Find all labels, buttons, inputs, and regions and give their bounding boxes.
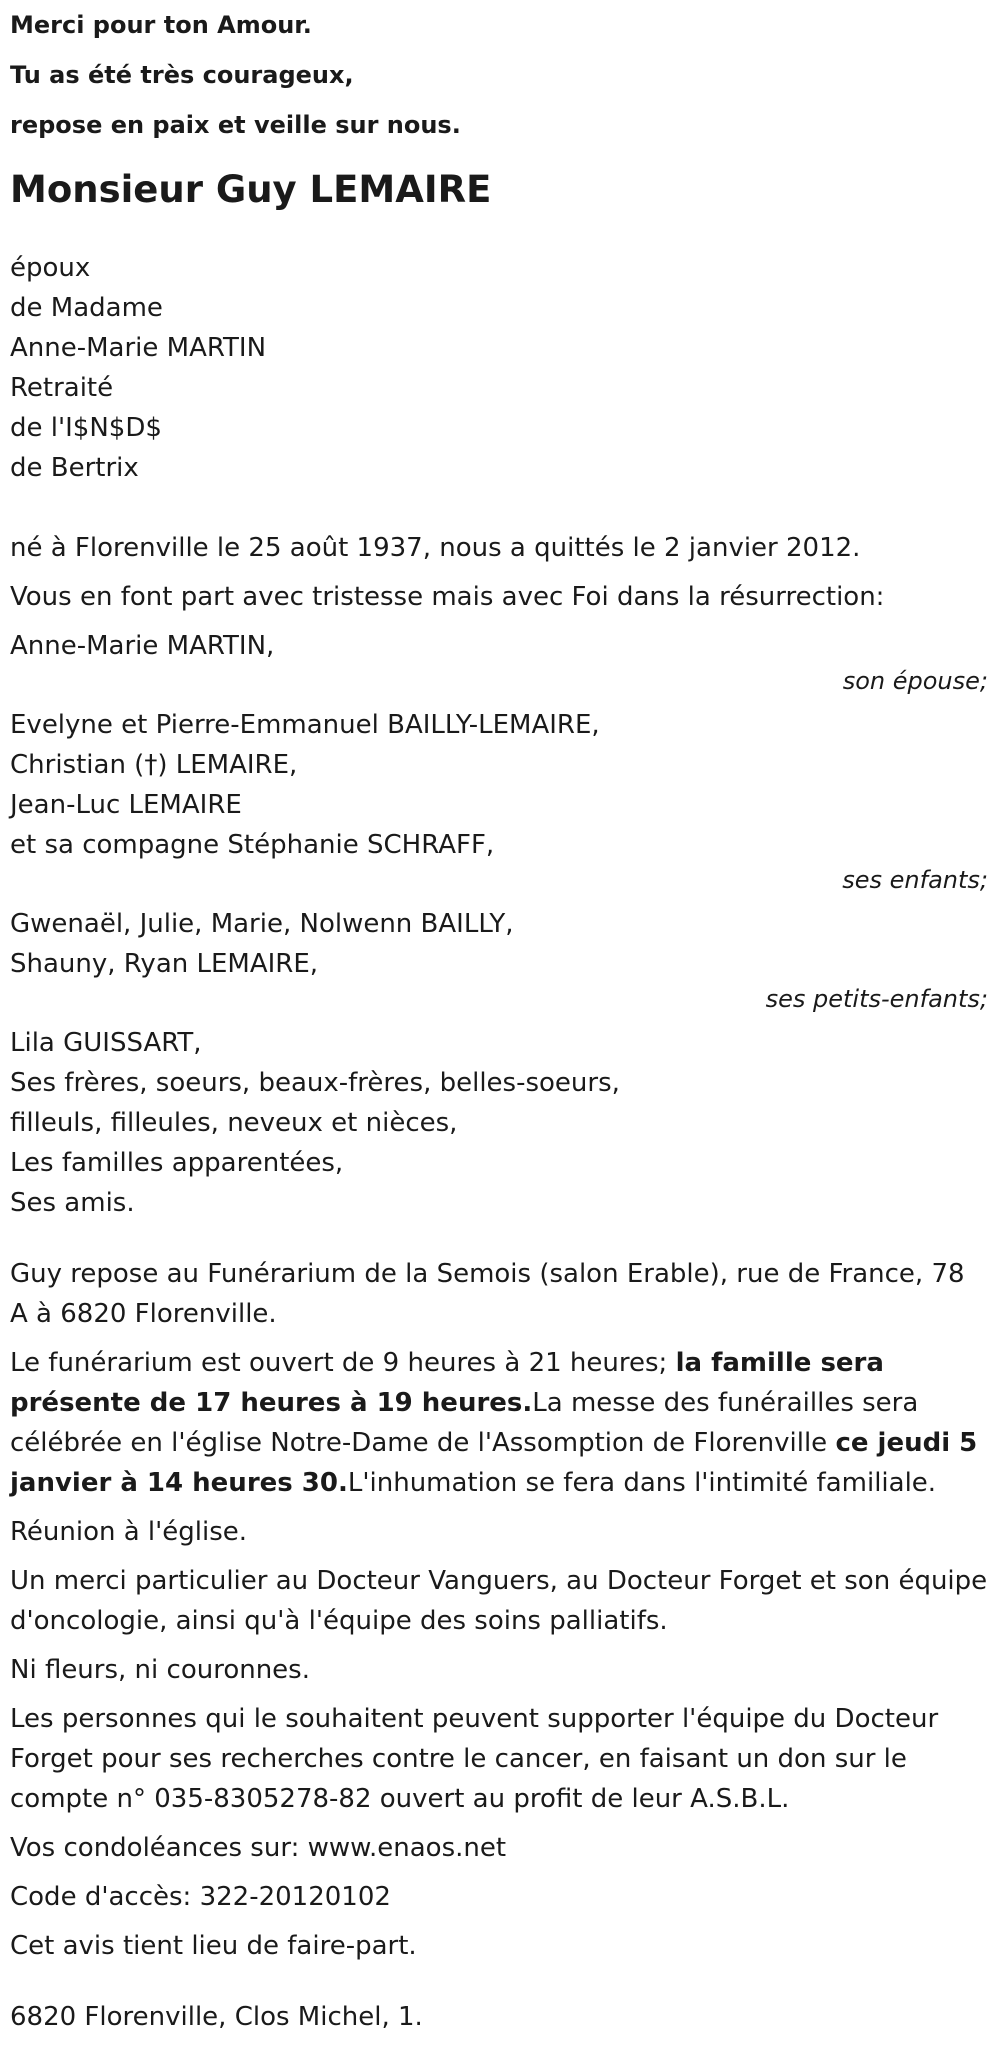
deceased-name: Monsieur Guy LEMAIRE — [10, 168, 492, 211]
family-presence: la famille sera présente de 17 heures à 19 heures. — [10, 1348, 884, 1418]
hours-and-mass — [10, 1343, 990, 1503]
relative-line: Ses amis. — [10, 1188, 135, 1218]
reunion-line: Réunion à l'église. — [10, 1517, 248, 1547]
rest-location: Guy repose au Funérarium de la Semois (salon Erable), rue de France, 78 A à 6820 Florenville. — [10, 1259, 965, 1329]
spouse-line: époux — [10, 253, 91, 283]
family-line: Evelyne et Pierre-Emmanuel BAILLY-LEMAIRE, — [10, 710, 600, 740]
family-line: Gwenaël, Julie, Marie, Nolwenn BAILLY, — [10, 909, 514, 939]
mass-text: La messe des funérailles sera célébrée en l'église Notre-Dame de l'Assomption de Florenville — [10, 1388, 919, 1458]
access-code-line: Code d'accès: 322-20120102 — [10, 1882, 391, 1912]
spouse-line: Retraité — [10, 373, 114, 403]
family-group-spouse — [10, 626, 990, 696]
family-group-grandchildren — [10, 904, 990, 1014]
intro-line: repose en paix et veille sur nous. — [10, 111, 461, 139]
other-relatives — [10, 1023, 990, 1223]
intro-line: Merci pour ton Amour. — [10, 11, 312, 39]
spouse-line: de Bertrix — [10, 453, 139, 483]
burial-text: L'inhumation se fera dans l'intimité familiale. — [347, 1468, 937, 1498]
announcement-line: Vous en font part avec tristesse mais avec Foi dans la résurrection: — [10, 582, 885, 612]
hours-text: Le funérarium est ouvert de 9 heures à 21 heures; — [10, 1348, 676, 1378]
relative-line: filleuls, filleules, neveux et nièces, — [10, 1108, 458, 1138]
spouse-line: de l'I$N$D$ — [10, 413, 162, 443]
spouse-info — [10, 248, 990, 488]
birth-death-line: né à Florenville le 25 août 1937, nous a quittés le 2 janvier 2012. — [10, 533, 861, 563]
family-line: et sa compagne Stéphanie SCHRAFF, — [10, 830, 495, 860]
thanks-paragraph: Un merci particulier au Docteur Vanguers, au Docteur Forget et son équipe d'oncologie, ainsi qu'à l'équipe des soins palliatifs. — [10, 1566, 988, 1636]
spouse-line: de Madame — [10, 293, 163, 323]
address-line: 6820 Florenville, Clos Michel, 1. — [10, 2002, 423, 2032]
family-group-children — [10, 705, 990, 895]
spouse-line: Anne-Marie MARTIN — [10, 333, 267, 363]
mass-date: ce jeudi 5 janvier à 14 heures 30. — [10, 1428, 978, 1498]
relative-line: Les familles apparentées, — [10, 1148, 344, 1178]
intro-text — [10, 0, 990, 150]
donation-paragraph: Les personnes qui le souhaitent peuvent supporter l'équipe du Docteur Forget pour ses recherches contre le cancer, en faisant un don sur le compte n° 035-8305278-82 ouvert au profit de leur A.S.B.L. — [10, 1704, 939, 1814]
condolences-line: Vos condoléances sur: www.enaos.net — [10, 1833, 507, 1863]
notice-line: Cet avis tient lieu de faire-part. — [10, 1931, 417, 1961]
family-line: Shauny, Ryan LEMAIRE, — [10, 949, 319, 979]
relative-line: Lila GUISSART, — [10, 1028, 202, 1058]
family-line: Anne-Marie MARTIN, — [10, 631, 275, 661]
relative-line: Ses frères, soeurs, beaux-frères, belles-soeurs, — [10, 1068, 620, 1098]
family-line: Jean-Luc LEMAIRE — [10, 790, 242, 820]
family-role: ses enfants; — [842, 866, 988, 894]
intro-line: Tu as été très courageux, — [10, 61, 354, 89]
family-role: ses petits-enfants; — [765, 985, 988, 1013]
family-line: Christian (†) LEMAIRE, — [10, 750, 298, 780]
flowers-line: Ni fleurs, ni couronnes. — [10, 1655, 310, 1685]
family-role: son épouse; — [842, 667, 988, 695]
